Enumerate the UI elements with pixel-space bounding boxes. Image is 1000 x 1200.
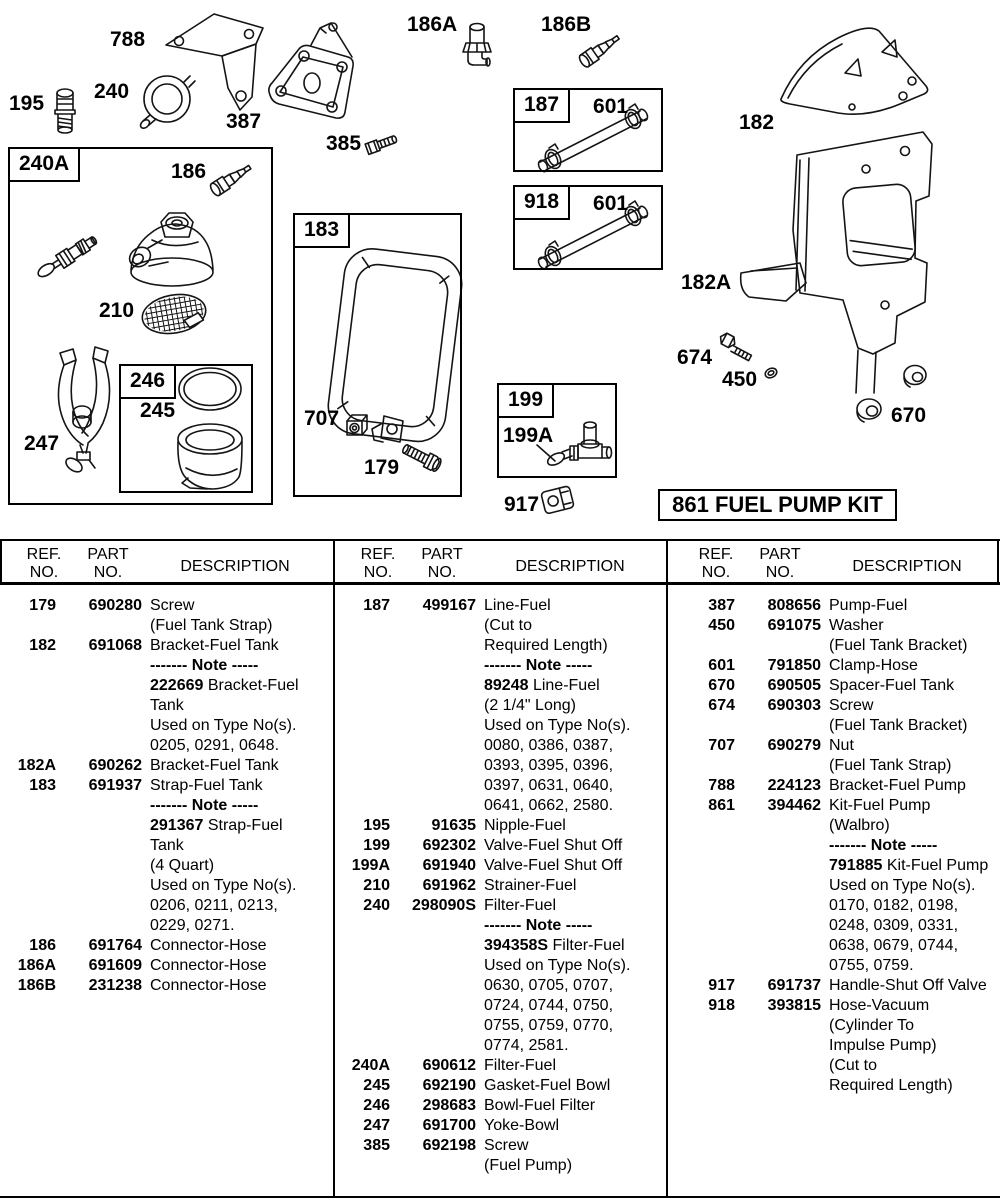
callout-tag-199: 199 [499,385,554,418]
table-row: 385 692198 Screw [363,1137,529,1154]
part-182A-bracket-drawing [741,132,932,393]
part-788-bracket-drawing [166,14,263,110]
table-row: 387 808656 Pump-Fuel [708,597,908,614]
table-row: 394358S Filter-Fuel [484,937,625,954]
callout-box-918 [513,185,663,270]
part-label-245: 245 [140,399,176,422]
table-row: Impulse Pump) [829,1037,937,1054]
table-row: 0080, 0386, 0387, [484,737,614,754]
col2-header-ref: REF. NO. [360,546,396,581]
table-column-3 [667,596,1000,1096]
table-row: 0205, 0291, 0648. [150,737,280,754]
table-row: Required Length) [484,637,608,654]
table-top-rule [0,539,1000,541]
table-row: (Walbro) [829,817,890,834]
callout-label-601b: 601 [593,192,629,215]
col2-header-part: PART NO. [421,546,463,581]
table-row: 291367 Strap-Fuel [150,817,283,834]
part-label-247: 247 [24,432,60,455]
table-row: (Cut to [484,617,533,634]
table-row: ------- Note ----- [150,797,259,814]
part-label-186B: 186B [541,13,592,36]
table-row: 674 690303 Screw [708,697,874,714]
table-row: 186A 691609 Connector-Hose [17,957,267,974]
table-row: Used on Type No(s). [829,877,976,894]
table-row: 210 691962 Strainer-Fuel [363,877,577,894]
table-left-cap [0,539,2,585]
part-label-186A: 186A [407,13,458,36]
table-row: 0397, 0631, 0640, [484,777,614,794]
table-row: 179 690280 Screw [29,597,195,614]
callout-box-199 [497,383,617,478]
table-column-2 [334,596,667,1176]
table-row: 670 690505 Spacer-Fuel Tank [708,677,955,694]
part-label-670: 670 [891,404,927,427]
col2-header-desc: DESCRIPTION [515,558,625,575]
table-row: Used on Type No(s). [484,957,631,974]
table-right-cap [997,539,999,585]
part-182-bracket-drawing [781,28,928,114]
part-label-387: 387 [226,110,262,133]
table-row: ------- Note ----- [150,657,259,674]
table-row: (Cylinder To [829,1017,915,1034]
table-row: (Fuel Tank Strap) [829,757,952,774]
part-674-screw-drawing [717,331,755,360]
part-label-199A: 199A [503,424,554,447]
table-row: 0170, 0182, 0198, [829,897,959,914]
part-label-179: 179 [364,456,400,479]
table-row: 186 691764 Connector-Hose [29,937,267,954]
table-row: 450 691075 Washer [708,617,884,634]
table-row: ------- Note ----- [829,837,938,854]
callout-box-187 [513,88,663,172]
table-row: 183 691937 Strap-Fuel Tank [29,777,263,794]
table-row: 199 692302 Valve-Fuel Shut Off [363,837,623,854]
table-row: 195 91635 Nipple-Fuel [363,817,566,834]
part-186A-elbow-drawing [463,24,491,67]
table-row: 199A 691940 Valve-Fuel Shut Off [351,857,623,874]
table-row: (Fuel Tank Bracket) [829,717,968,734]
table-row: 601 791850 Clamp-Hose [708,657,918,674]
part-label-186: 186 [171,160,207,183]
part-label-240: 240 [94,80,130,103]
callout-tag-187: 187 [515,90,570,123]
col3-header-part: PART NO. [759,546,801,581]
table-row: 89248 Line-Fuel [484,677,600,694]
table-bottom-rule [0,1196,1000,1198]
part-label-182: 182 [739,111,775,134]
part-385-screw-drawing [365,133,398,154]
table-row: 0755, 0759. [829,957,914,974]
table-row: 240A 690612 Filter-Fuel [351,1057,557,1074]
table-row: 0229, 0271. [150,917,235,934]
table-row: 0774, 2581. [484,1037,569,1054]
table-row: (Cut to [829,1057,878,1074]
table-row: Used on Type No(s). [150,717,297,734]
part-387-pump-drawing [269,23,353,118]
table-row: 0206, 0211, 0213, [150,897,278,914]
table-row: Required Length) [829,1077,953,1094]
col3-header-ref: REF. NO. [698,546,734,581]
part-label-674: 674 [677,346,713,369]
part-186B-connector-drawing [578,32,622,69]
table-row: 222669 Bracket-Fuel [150,677,299,694]
part-label-210: 210 [99,299,135,322]
callout-label-601a: 601 [593,95,629,118]
table-row: 918 393815 Hose-Vacuum [708,997,930,1014]
part-917-handle-drawing [541,486,574,514]
col1-header-desc: DESCRIPTION [180,558,290,575]
part-label-707: 707 [304,407,340,430]
table-row: 240 298090S Filter-Fuel [363,897,557,914]
table-header-rule [0,582,1000,585]
table-row: 0755, 0759, 0770, [484,1017,614,1034]
callout-tag-918: 918 [515,187,570,220]
part-label-195: 195 [9,92,45,115]
table-row: 707 690279 Nut [708,737,854,754]
table-row: 917 691737 Handle-Shut Off Valve [708,977,987,994]
part-450-washer-drawing [764,366,779,379]
table-row: ------- Note ----- [484,657,593,674]
table-row: (Fuel Pump) [484,1157,573,1174]
part-195-nipple-drawing [55,89,75,133]
table-row: 0641, 0662, 2580. [484,797,614,814]
part-label-917: 917 [504,493,540,516]
table-row: (4 Quart) [150,857,215,874]
table-row: (2 1/4" Long) [484,697,576,714]
table-row: 0724, 0744, 0750, [484,997,614,1014]
table-row: Tank [150,837,184,854]
table-row: 0638, 0679, 0744, [829,937,959,954]
table-row: 788 224123 Bracket-Fuel Pump [708,777,966,794]
table-row: 791885 Kit-Fuel Pump [829,857,989,874]
table-row: 186B 231238 Connector-Hose [17,977,267,994]
table-row: Used on Type No(s). [484,717,631,734]
table-row: 245 692190 Gasket-Fuel Bowl [363,1077,611,1094]
table-row: 247 691700 Yoke-Bowl [363,1117,560,1134]
part-label-450: 450 [722,368,758,391]
part-label-385: 385 [326,132,362,155]
table-row: (Fuel Tank Bracket) [829,637,968,654]
table-row: (Fuel Tank Strap) [150,617,273,634]
fuel-pump-kit-banner: 861 FUEL PUMP KIT [658,489,897,521]
callout-tag-246: 246 [121,366,176,399]
part-240-filter-drawing [139,76,195,130]
col3-header-desc: DESCRIPTION [852,558,962,575]
table-row: 861 394462 Kit-Fuel Pump [708,797,931,814]
table-column-1 [0,596,333,996]
col1-header-part: PART NO. [87,546,129,581]
part-label-788: 788 [110,28,146,51]
table-row: ------- Note ----- [484,917,593,934]
col1-header-ref: REF. NO. [26,546,62,581]
table-row: 182A 690262 Bracket-Fuel Tank [17,757,279,774]
callout-tag-240A: 240A [10,149,80,182]
callout-box-183 [293,213,462,497]
table-row: 182 691068 Bracket-Fuel Tank [29,637,279,654]
table-row: Tank [150,697,184,714]
table-row: 0393, 0395, 0396, [484,757,614,774]
table-row: 187 499167 Line-Fuel [363,597,551,614]
table-row: Used on Type No(s). [150,877,297,894]
part-label-182A: 182A [681,271,732,294]
table-row: 0248, 0309, 0331, [829,917,959,934]
table-row: 246 298683 Bowl-Fuel Filter [363,1097,596,1114]
callout-tag-183: 183 [295,215,350,248]
callout-box-246 [119,364,253,493]
table-row: 0630, 0705, 0707, [484,977,614,994]
